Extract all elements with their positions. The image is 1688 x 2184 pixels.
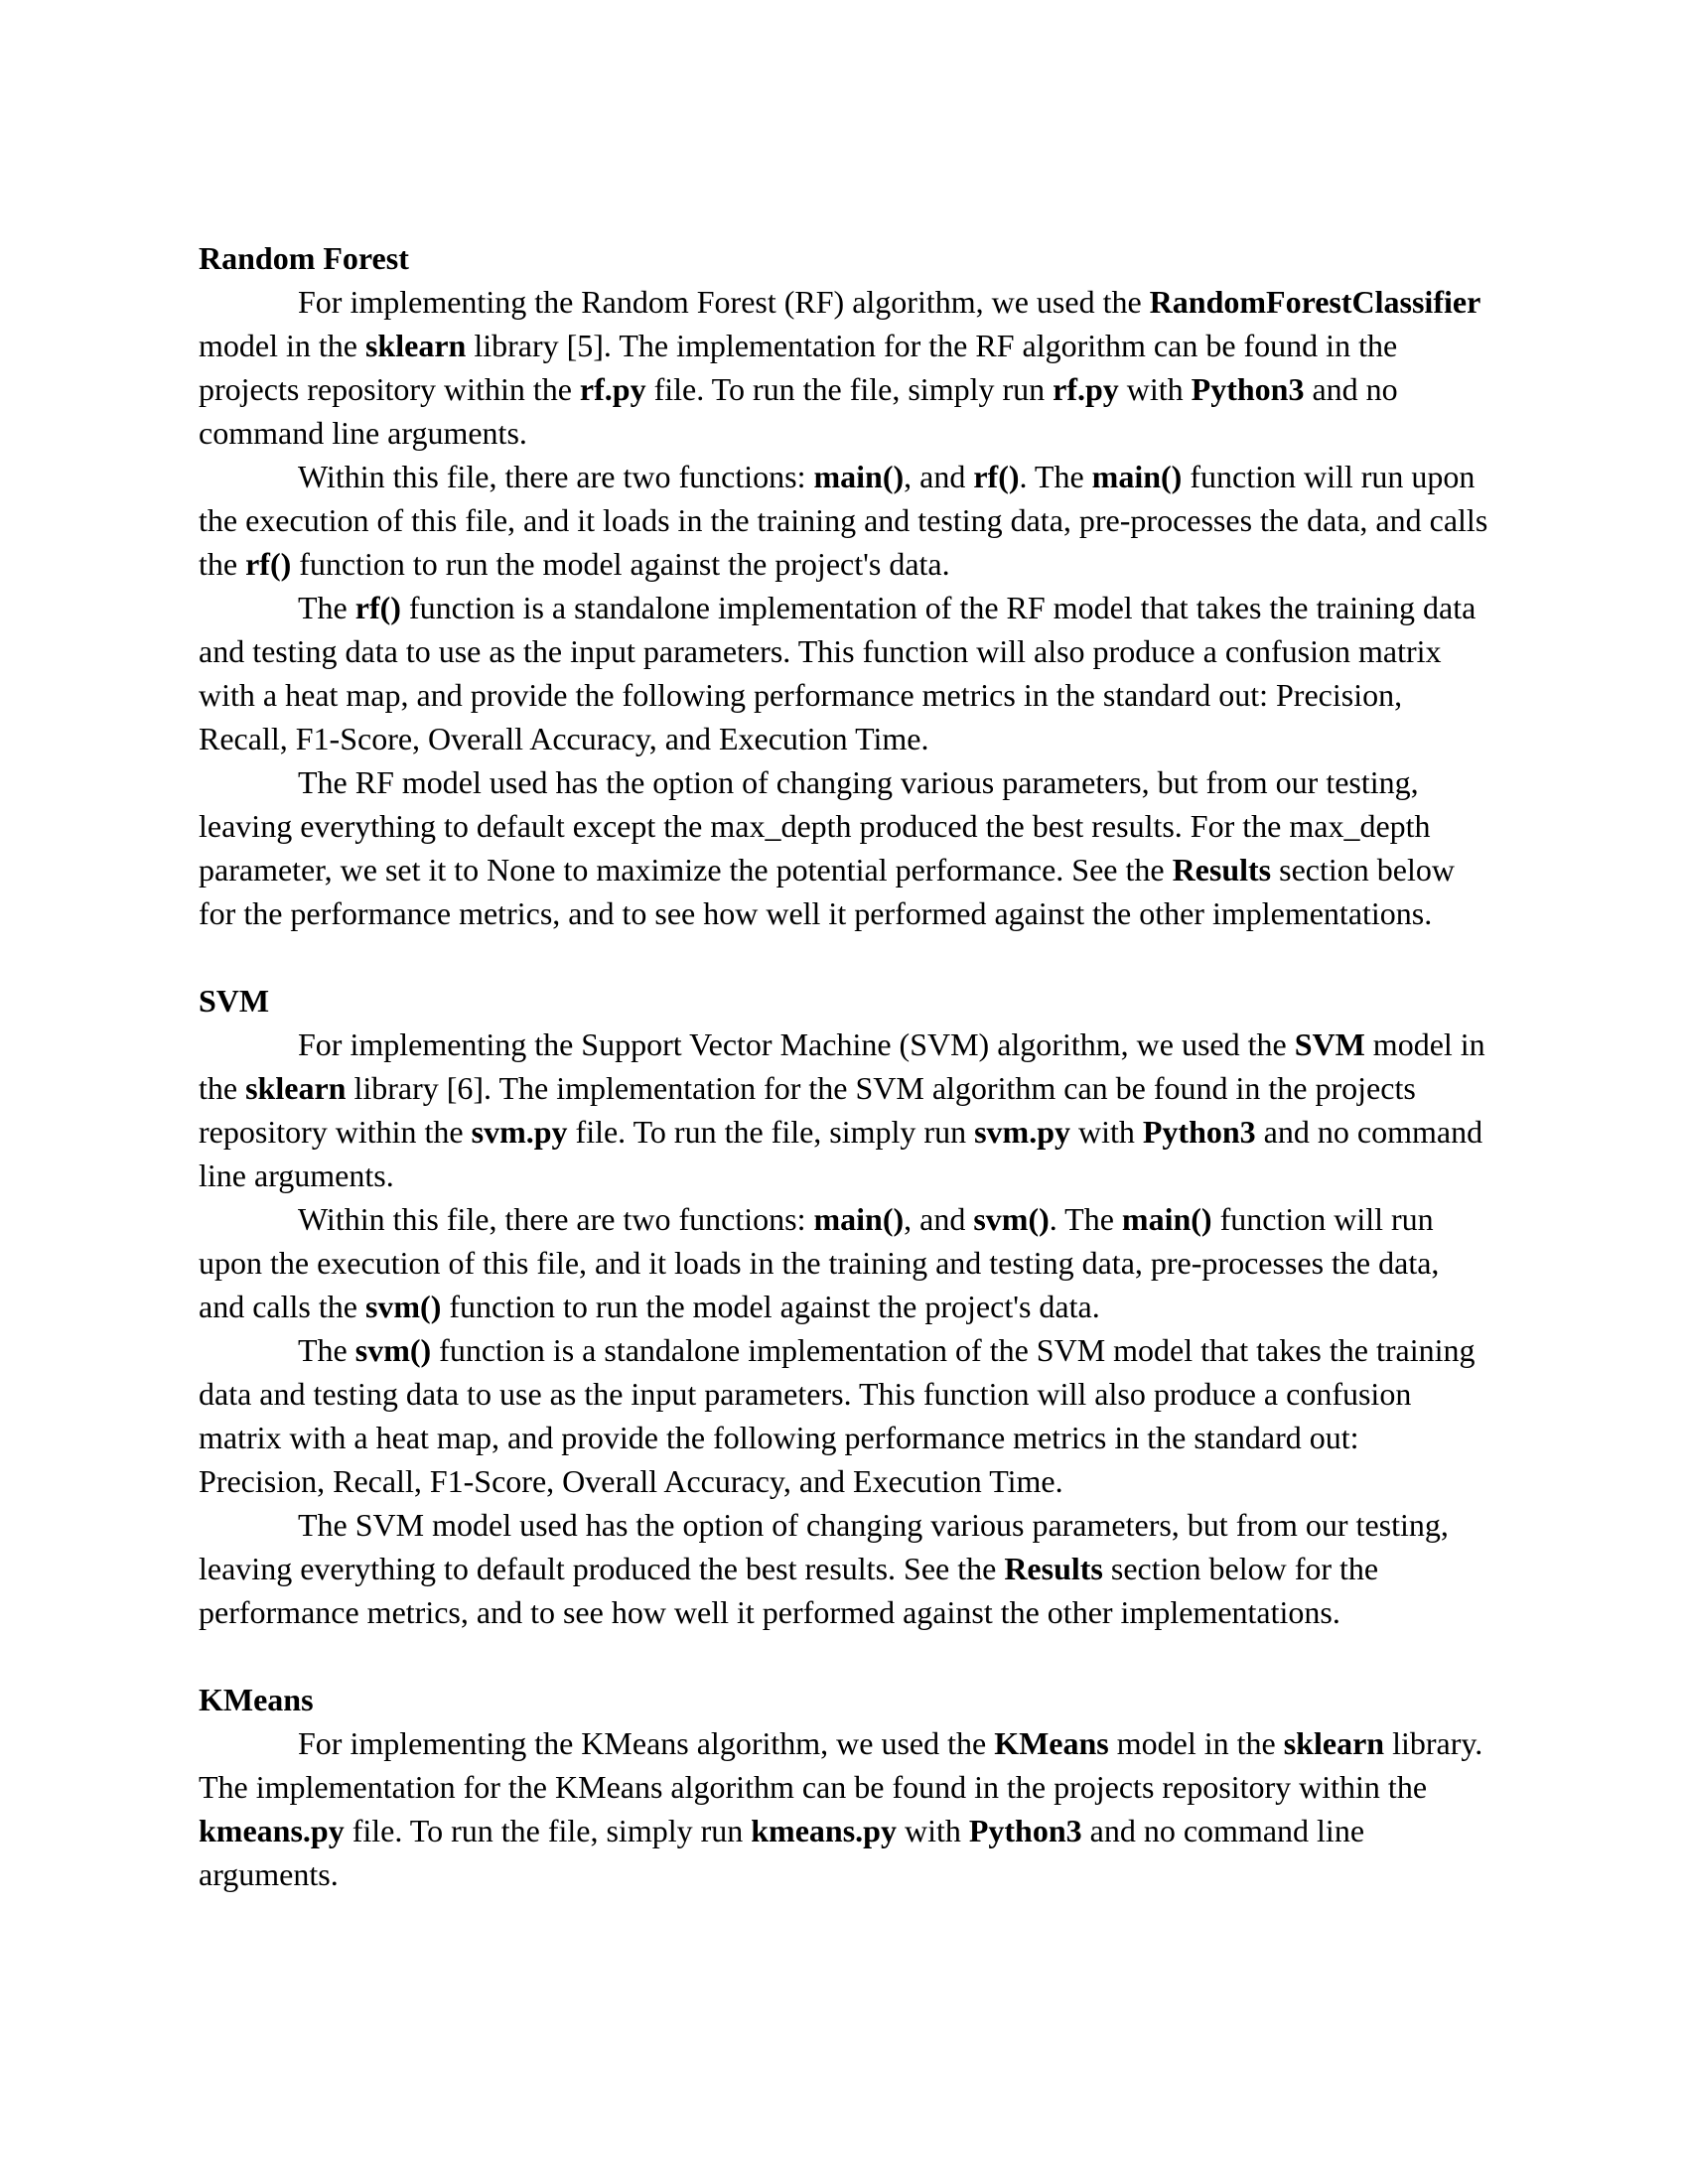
bold-term: Python3 [1142, 1114, 1256, 1150]
text-run: function will run upon the execution of this file, and it loads in the training and testing data, pre-processes the data, and calls the [199, 1201, 1440, 1324]
text-run: library [5]. The implementation for the RF algorithm can be found in the projects repository within the [199, 328, 1398, 407]
bold-term: rf.py [1053, 371, 1119, 407]
text-run: function is a standalone implementation of the RF model that takes the training data and testing data to use as the input parameters. This function will also produce a confusion matrix with a heat map, and provide the following performance metrics in the standard out: Precision, Recall, F1-Score, Overall Accuracy, and Execution Time. [199, 590, 1477, 756]
bold-term: svm() [973, 1201, 1050, 1237]
text-run: model in the [1108, 1725, 1284, 1761]
bold-term: svm.py [974, 1114, 1070, 1150]
text-run: and no command line arguments. [199, 371, 1398, 451]
text-run: function to run the model against the project's data. [441, 1289, 1100, 1324]
bold-term: rf() [245, 546, 292, 582]
text-run: For implementing the Random Forest (RF) algorithm, we used the [298, 284, 1150, 320]
text-run: The RF model used has the option of changing various parameters, but from our testing, leaving everything to default except the max_depth produced the best results. For the max_depth parameter, we set it to None to maximize the potential performance. See the [199, 764, 1431, 887]
text-run: with [896, 1813, 969, 1848]
bold-term: rf() [973, 459, 1020, 494]
text-run: function to run the model against the project's data. [291, 546, 950, 582]
text-run: . The [1049, 1201, 1122, 1237]
paragraph [199, 1328, 1489, 1503]
bold-term: sklearn [1283, 1725, 1385, 1761]
text-run: library. The implementation for the KMeans algorithm can be found in the projects repository within the [199, 1725, 1483, 1805]
text-run: Within this file, there are two functions: [298, 1201, 814, 1237]
bold-term: svm() [364, 1289, 442, 1324]
text-run: with [1118, 371, 1192, 407]
paragraph [199, 1197, 1489, 1328]
text-run: Within this file, there are two functions: [298, 459, 814, 494]
text-run: model in the [199, 1026, 1485, 1106]
text-run: , and [904, 459, 974, 494]
text-run: file. To run the file, simply run [344, 1813, 752, 1848]
bold-term: Results [1172, 852, 1272, 887]
bold-term: KMeans [994, 1725, 1109, 1761]
text-run: model in the [199, 328, 365, 363]
text-run: The [298, 590, 355, 625]
text-run: For implementing the Support Vector Machine (SVM) algorithm, we used the [298, 1026, 1295, 1062]
text-run: The [298, 1332, 355, 1368]
bold-term: main() [813, 1201, 905, 1237]
bold-term: svm.py [471, 1114, 568, 1150]
bold-term: main() [1091, 459, 1183, 494]
text-run: library [6]. The implementation for the SVM algorithm can be found in the projects repository within the [199, 1070, 1416, 1150]
bold-term: main() [1121, 1201, 1212, 1237]
text-run: , and [904, 1201, 974, 1237]
bold-term: sklearn [245, 1070, 347, 1106]
bold-term: sklearn [364, 328, 467, 363]
text-run: file. To run the file, simply run [645, 371, 1054, 407]
text-run: and no command line arguments. [199, 1114, 1483, 1193]
paragraph [199, 586, 1489, 760]
paragraph [199, 1721, 1489, 1896]
section-heading: KMeans [199, 1682, 314, 1717]
section-svm [199, 979, 1489, 1634]
text-run: The SVM model used has the option of changing various parameters, but from our testing, leaving everything to default produced the best results. See the [199, 1507, 1449, 1586]
text-run: section below for the performance metrics, and to see how well it performed against the other implementations. [199, 1551, 1379, 1630]
bold-term: main() [813, 459, 905, 494]
paragraph [199, 1023, 1489, 1197]
bold-term: Python3 [1191, 371, 1305, 407]
section-heading: SVM [199, 983, 270, 1019]
document-page [199, 236, 1489, 1896]
section-heading: Random Forest [199, 240, 409, 276]
paragraph [199, 760, 1489, 935]
text-run: and no command line arguments. [199, 1813, 1365, 1892]
document-body [199, 236, 1489, 1896]
bold-term: kmeans.py [751, 1813, 897, 1848]
paragraph [199, 455, 1489, 586]
text-run: function will run upon the execution of this file, and it loads in the training and testing data, pre-processes the data, and calls the [199, 459, 1488, 582]
bold-term: SVM [1294, 1026, 1365, 1062]
bold-term: rf() [354, 590, 401, 625]
text-run: with [1069, 1114, 1143, 1150]
bold-term: RandomForestClassifier [1149, 284, 1481, 320]
bold-term: Python3 [968, 1813, 1082, 1848]
text-run: file. To run the file, simply run [567, 1114, 975, 1150]
bold-term: svm() [354, 1332, 432, 1368]
text-run: function is a standalone implementation of the SVM model that takes the training data and testing data to use as the input parameters. This function will also produce a confusion matrix with a heat map, and provide the following performance metrics in the standard out: Precision, Recall, F1-Score, Overall Accuracy, and Execution Time. [199, 1332, 1476, 1499]
text-run: . The [1019, 459, 1092, 494]
paragraph [199, 1503, 1489, 1634]
paragraph [199, 280, 1489, 455]
section-kmeans [199, 1678, 1489, 1896]
section-random-forest [199, 236, 1489, 935]
text-run: For implementing the KMeans algorithm, we used the [298, 1725, 995, 1761]
text-run: section below for the performance metrics, and to see how well it performed against the other implementations. [199, 852, 1455, 931]
bold-term: Results [1004, 1551, 1103, 1586]
bold-term: kmeans.py [199, 1813, 345, 1848]
bold-term: rf.py [579, 371, 646, 407]
